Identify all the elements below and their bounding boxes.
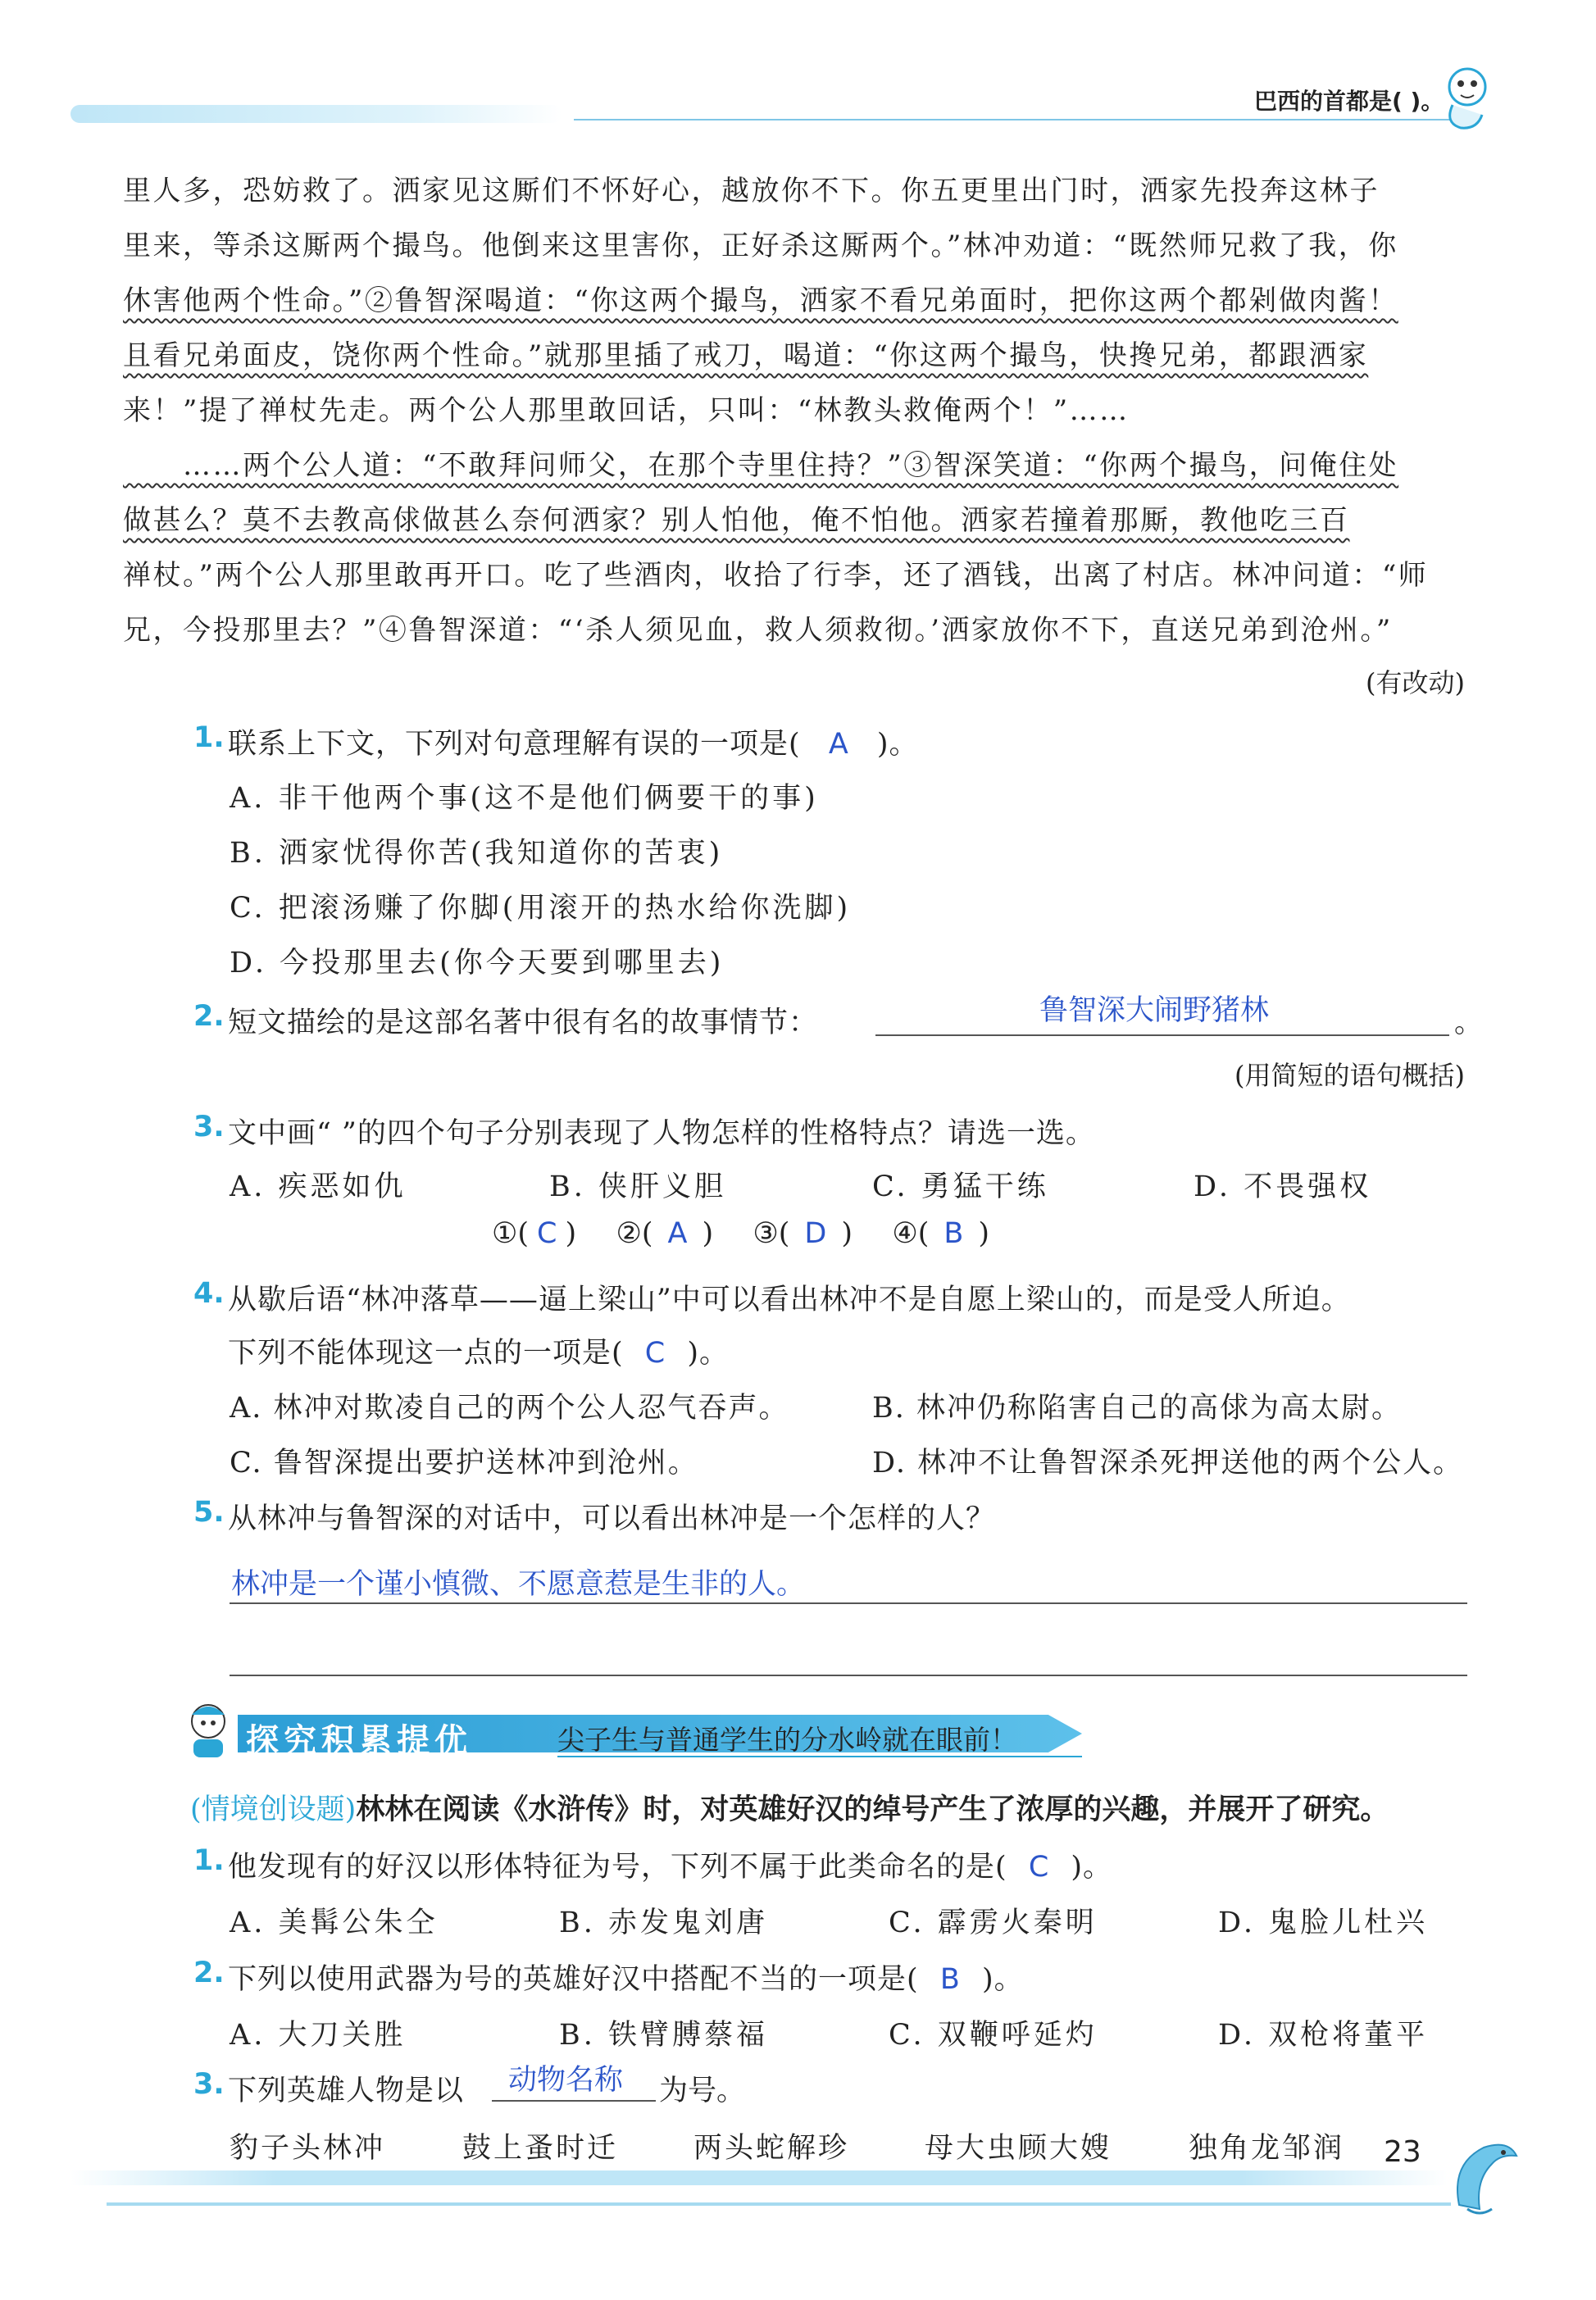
option: A. 林冲对欺凌自己的两个公人忍气吞声。 (230, 1392, 789, 1425)
option: 两头蛇解珍 (693, 2132, 850, 2165)
passage-line: 做甚么？莫不去教高俅做甚么奈何洒家？别人怕他，俺不怕他。洒家若撞着那厮，教他吃三百 (123, 504, 1350, 537)
dolphin-icon (1443, 2131, 1525, 2221)
monkey-mascot-icon (1428, 57, 1494, 131)
question-prompt: 联系上下文，下列对句意理解有误的一项是( (228, 728, 801, 761)
question-suffix: 。 (1454, 1007, 1484, 1039)
section-intro-text: 林林在阅读《水浒传》时，对英雄好汉的绰号产生了浓厚的兴趣，并展开了研究。 (356, 1793, 1389, 1826)
answer-mark: C (644, 1337, 666, 1370)
question-number: 3. (193, 1111, 225, 1143)
option: B. 侠肝义胆 (549, 1170, 726, 1203)
question-prompt: 下列以使用武器为号的英雄好汉中搭配不当的一项是( (228, 1963, 919, 1996)
option: C. 勇猛干练 (872, 1170, 1049, 1203)
option: D. 双枪将董平 (1218, 2019, 1429, 2052)
answer-line (230, 1602, 1467, 1604)
option: D. 鬼脸儿杜兴 (1218, 1907, 1429, 1939)
option: C. 双鞭呼延灼 (889, 2019, 1098, 2052)
section-intro (190, 1787, 1389, 1828)
answer-slot-label: ③( (753, 1217, 790, 1250)
option: 母大虫顾大嫂 (925, 2132, 1112, 2165)
answer-slot-close: ) (702, 1217, 714, 1250)
footer-band (70, 2170, 1448, 2185)
question-number: 1. (193, 721, 225, 754)
question-prompt: 下列不能体现这一点的一项是( (228, 1337, 624, 1370)
option: B. 赤发鬼刘唐 (559, 1907, 768, 1939)
option: B. 铁臂膊蔡福 (559, 2019, 768, 2052)
answer-slot-close: ) (565, 1217, 577, 1250)
option: C. 把滚汤赚了你脚(用滚开的热水给你洗脚) (230, 892, 852, 925)
boy-mascot-icon (179, 1698, 238, 1764)
answer-blank (875, 1034, 1449, 1036)
answer-mark: A (667, 1217, 688, 1250)
passage-line: 里人多，恐妨救了。洒家见这厮们不怀好心，越放你不下。你五更里出门时，洒家先投奔这林子 (123, 175, 1380, 207)
question-suffix: )。 (876, 728, 919, 761)
question-prompt: 下列英雄人物是以 (228, 2075, 465, 2107)
answer-row (492, 1217, 989, 1250)
question-suffix: )。 (687, 1337, 730, 1370)
footer-rule (107, 2202, 1451, 2206)
question-number: 3. (193, 2068, 225, 2101)
question-text (228, 721, 919, 762)
answer-slot-label: ④( (892, 1217, 930, 1250)
answer-mark: B (944, 1217, 964, 1250)
passage-line: 且看兄弟面皮，饶你两个性命。”就那里插了戒刀，喝道：“你这两个撮鸟，快搀兄弟，都跟洒家 (123, 339, 1369, 372)
header-prompt: 巴西的首都是( )。 (1254, 88, 1444, 115)
source-note: (有改动) (1366, 667, 1465, 698)
answer-mark: C (1028, 1851, 1050, 1884)
option: A. 非干他两个事(这不是他们俩要干的事) (230, 782, 819, 815)
question-text (228, 1957, 1024, 1998)
option: D. 今投那里去(你今天要到哪里去) (230, 947, 725, 980)
question-text: 文中画“ ”的四个句子分别表现了人物怎样的性格特点？请选一选。 (228, 1117, 1095, 1150)
option: C. 霹雳火秦明 (889, 1907, 1098, 1939)
question-suffix: )。 (1071, 1851, 1113, 1884)
answer-mark: A (828, 728, 849, 761)
option: 豹子头林冲 (230, 2132, 386, 2165)
question-note: (用简短的语句概括) (1235, 1060, 1465, 1091)
option: B. 洒家忧得你苦(我知道你的苦衷) (230, 837, 724, 870)
question-text: 从歇后语“林冲落草——逼上梁山”中可以看出林冲不是自愿上梁山的，而是受人所迫。 (228, 1284, 1351, 1316)
passage-line: 兄，今投那里去？”④鲁智深道：“‘杀人须见血，救人须救彻。’洒家放你不下，直送兄弟到沧州。” (123, 614, 1393, 647)
answer-mark: D (804, 1217, 827, 1250)
option: 鼓上蚤时迁 (462, 2132, 619, 2165)
question-suffix: 为号。 (659, 2075, 746, 2107)
section-label: (情境创设题) (190, 1793, 357, 1826)
question-text (228, 1330, 729, 1371)
question-number: 2. (193, 1000, 225, 1033)
option: A. 大刀关胜 (230, 2019, 407, 2052)
page-number: 23 (1384, 2135, 1421, 2169)
section-subtitle: 尖子生与普通学生的分水岭就在眼前！ (557, 1724, 1017, 1756)
question-number: 2. (193, 1957, 225, 1989)
question-suffix: )。 (981, 1963, 1024, 1996)
question-text (228, 1844, 1112, 1885)
header-rule (574, 119, 1459, 120)
question-text: 从林冲与鲁智深的对话中，可以看出林冲是一个怎样的人？ (228, 1502, 996, 1535)
passage-line: 来！”提了禅杖先走。两个公人那里敢回话，只叫：“林教头救俺两个！”…… (123, 394, 1130, 427)
question-number: 5. (193, 1496, 225, 1529)
answer-text: 动物名称 (508, 2064, 624, 2097)
answer-blank (492, 2100, 656, 2102)
passage-line: 休害他两个性命。”②鲁智深喝道：“你这两个撮鸟，洒家不看兄弟面时，把你这两个都剁做肉酱！ (123, 284, 1398, 317)
answer-slot-label: ①( (492, 1217, 530, 1250)
answer-text: 鲁智深大闹野猪林 (1039, 994, 1270, 1027)
question-prompt: 他发现有的好汉以形体特征为号，下列不属于此类命名的是( (228, 1851, 1007, 1884)
answer-line (230, 1675, 1467, 1676)
passage-line: 禅杖。”两个公人那里敢再开口。吃了些酒肉，收拾了行李，还了酒钱，出离了村店。林冲问道：“师 (123, 559, 1429, 592)
question-text: 短文描绘的是这部名著中很有名的故事情节： (228, 1007, 819, 1039)
section-title: 探究积累提优 (246, 1722, 472, 1760)
answer-slot-close: ) (841, 1217, 853, 1250)
header-band (70, 105, 562, 123)
passage-line: 里来，等杀这厮两个撮鸟。他倒来这里害你，正好杀这厮两个。”林冲劝道：“既然师兄救了我，你 (123, 230, 1398, 262)
section-rule (557, 1756, 1082, 1757)
option: A. 美髯公朱仝 (230, 1907, 439, 1939)
passage-line: ……两个公人道：“不敢拜问师父，在那个寺里住持？”③智深笑道：“你两个撮鸟，问俺住处 (123, 449, 1399, 482)
answer-mark: B (939, 1963, 961, 1996)
option: D. 林冲不让鲁智深杀死押送他的两个公人。 (872, 1447, 1464, 1480)
question-number: 1. (193, 1844, 225, 1877)
option: B. 林冲仍称陷害自己的高俅为高太尉。 (872, 1392, 1402, 1425)
answer-mark: C (537, 1217, 557, 1250)
option: C. 鲁智深提出要护送林冲到沧州。 (230, 1447, 698, 1480)
answer-slot-close: ) (978, 1217, 990, 1250)
option: 独角龙邹润 (1189, 2132, 1345, 2165)
answer-text: 林冲是一个谨小慎微、不愿意惹是生非的人。 (231, 1568, 806, 1601)
answer-slot-label: ②( (616, 1217, 653, 1250)
option: A. 疾恶如仇 (230, 1170, 407, 1203)
option: D. 不畏强权 (1194, 1170, 1372, 1203)
question-number: 4. (193, 1277, 225, 1310)
